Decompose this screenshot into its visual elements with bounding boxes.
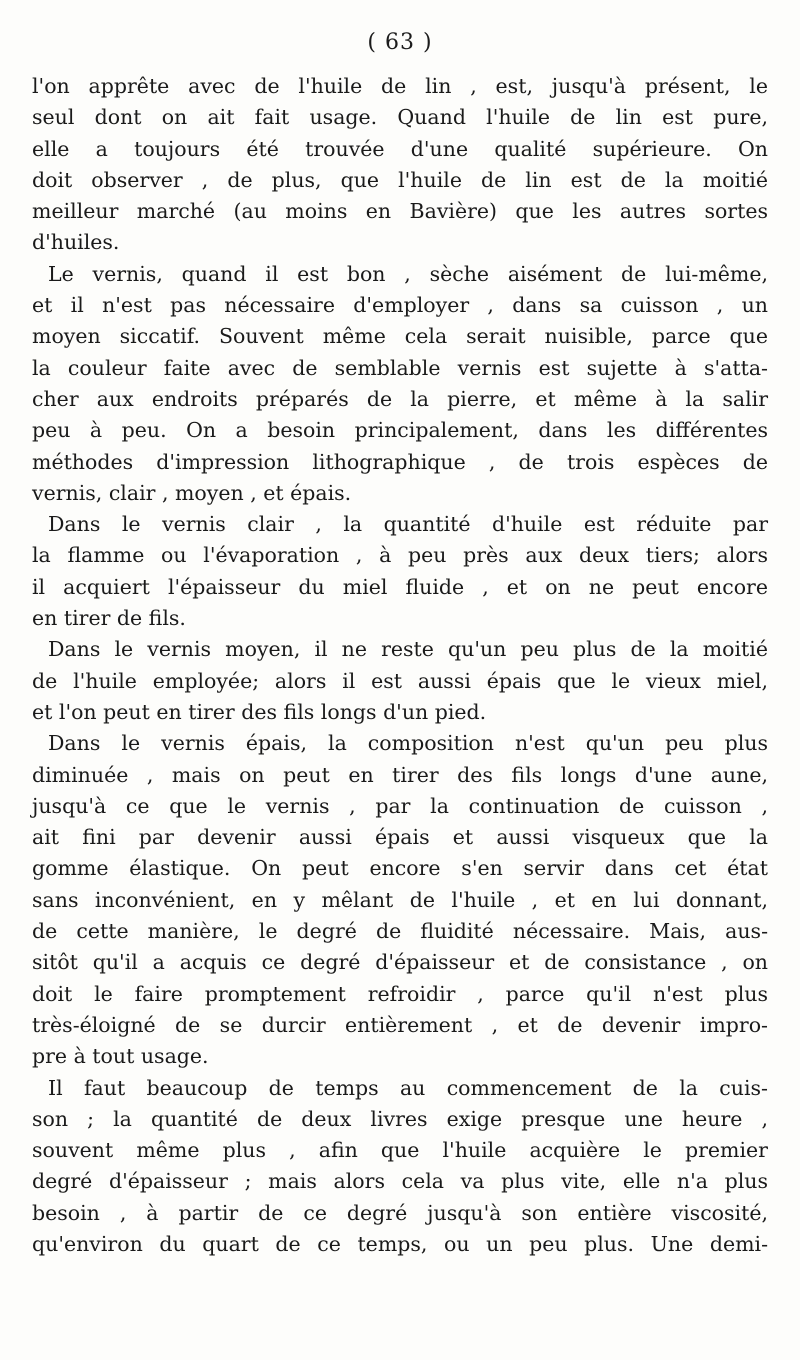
text-line: gomme élastique. On peut encore s'en servir dans cet état — [32, 856, 768, 881]
page-number: ( 63 ) — [367, 30, 433, 55]
text-line: besoin , à partir de ce degré jusqu'à son entière viscosité, — [32, 1200, 768, 1225]
text-line: la flamme ou l'évaporation , à peu près aux deux tiers; alors — [32, 543, 768, 568]
text-line: doit observer , de plus, que l'huile de lin est de la moitié — [32, 167, 768, 192]
text-line: diminuée , mais on peut en tirer des fils longs d'une aune, — [32, 762, 768, 787]
text-line: et l'on peut en tirer des fils longs d'un pied. — [32, 699, 487, 724]
text-line: Il faut beaucoup de temps au commencement de la cuis- — [48, 1075, 768, 1100]
text-line: peu à peu. On a besoin principalement, dans les différentes — [32, 418, 768, 443]
text-line: degré d'épaisseur ; mais alors cela va plus vite, elle n'a plus — [32, 1169, 768, 1194]
text-line: très-éloigné de se durcir entièrement , et de devenir impro- — [32, 1012, 768, 1037]
text-line: et il n'est pas nécessaire d'employer , dans sa cuisson , un — [32, 293, 768, 318]
text-line: meilleur marché (au moins en Bavière) que les autres sortes — [32, 199, 768, 224]
text-line: qu'environ du quart de ce temps, ou un peu plus. Une demi- — [32, 1231, 768, 1256]
text-line: Le vernis, quand il est bon , sèche aisément de lui-même, — [48, 261, 768, 286]
text-line: d'huiles. — [32, 230, 120, 255]
text-line: sans inconvénient, en y mêlant de l'huile , et en lui donnant, — [32, 887, 768, 912]
text-line: sitôt qu'il a acquis ce degré d'épaisseur et de consistance , on — [32, 950, 768, 975]
text-line: Dans le vernis clair , la quantité d'huile est réduite par — [48, 512, 768, 537]
text-line: il acquiert l'épaisseur du miel fluide , et on ne peut encore — [32, 574, 768, 599]
text-line: doit le faire promptement refroidir , parce qu'il n'est plus — [32, 981, 768, 1006]
text-line: l'on apprête avec de l'huile de lin , est, jusqu'à présent, le — [32, 74, 768, 98]
text-line: ait fini par devenir aussi épais et aussi visqueux que la — [32, 825, 768, 850]
text-line: jusqu'à ce que le vernis , par la continuation de cuisson , — [32, 793, 768, 818]
text-line: de l'huile employée; alors il est aussi épais que le vieux miel, — [32, 668, 768, 693]
text-line: elle a toujours été trouvée d'une qualité supérieure. On — [32, 136, 768, 161]
text-line: vernis, clair , moyen , et épais. — [32, 480, 352, 505]
text-line: seul dont on ait fait usage. Quand l'huile de lin est pure, — [32, 105, 768, 130]
text-line: cher aux endroits préparés de la pierre, et même à la salir — [32, 386, 768, 411]
text-line: souvent même plus , afin que l'huile acquière le premier — [32, 1138, 768, 1163]
body-text — [32, 71, 768, 1260]
text-line: Dans le vernis moyen, il ne reste qu'un peu plus de la moitié — [48, 637, 768, 662]
text-line: pre à tout usage. — [32, 1044, 209, 1069]
text-line: la couleur faite avec de semblable vernis est sujette à s'atta- — [32, 355, 768, 380]
text-line: en tirer de fils. — [32, 606, 186, 631]
text-line: Dans le vernis épais, la composition n'est qu'un peu plus — [48, 731, 768, 756]
text-line: son ; la quantité de deux livres exige presque une heure , — [32, 1106, 768, 1131]
text-line: méthodes d'impression lithographique , de trois espèces de — [32, 449, 768, 474]
text-line: de cette manière, le degré de fluidité nécessaire. Mais, aus- — [32, 919, 768, 944]
text-line: moyen siccatif. Souvent même cela serait nuisible, parce que — [32, 324, 768, 349]
